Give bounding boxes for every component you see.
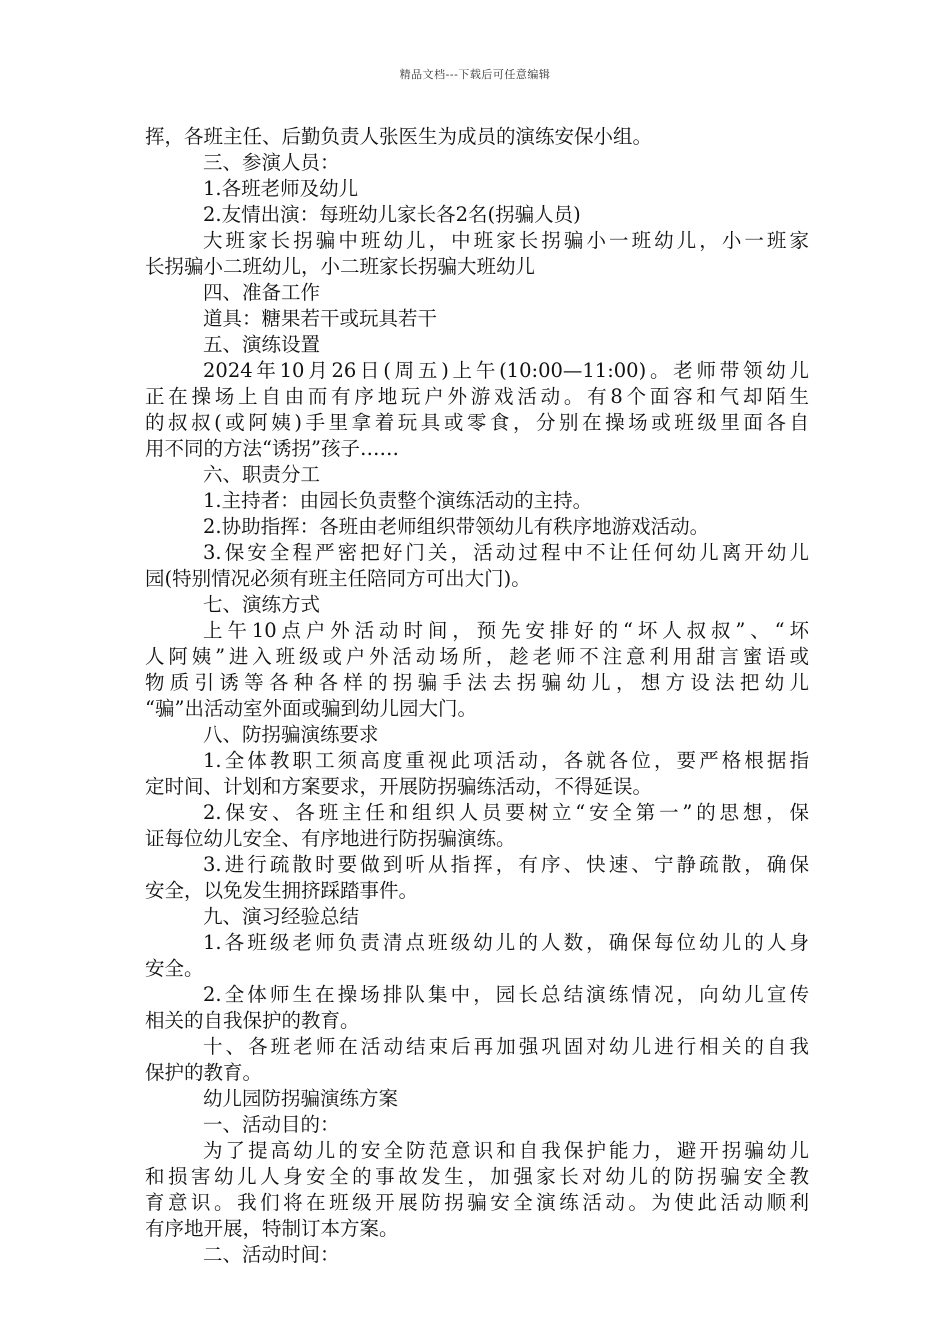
text-line: 3.进行疏散时要做到听从指挥，有序、快速、宁静疏散，确保 xyxy=(203,853,809,876)
text-line: 2.协助指挥：各班由老师组织带领幼儿有秩序地游戏活动。 xyxy=(203,515,710,538)
section-heading: 三、参演人员： xyxy=(203,151,340,174)
text-line: 安全，以免发生拥挤踩踏事件。 xyxy=(145,879,419,902)
text-line: 2024年10月26日(周五)上午(10:00—11:00)。老师带领幼儿 xyxy=(203,359,809,382)
text-line: 和损害幼儿人身安全的事故发生，加强家长对幼儿的防拐骗安全教 xyxy=(145,1165,809,1188)
text-line: 上午10点户外活动时间，预先安排好的“坏人叔叔”、“坏 xyxy=(203,619,809,642)
text-line: 2.保安、各班主任和组织人员要树立“安全第一”的思想，保 xyxy=(203,801,809,824)
section-heading: 七、演练方式 xyxy=(203,593,321,616)
text-line: 证每位幼儿安全、有序地进行防拐骗演练。 xyxy=(145,827,516,850)
text-line: 1.主持者：由园长负责整个演练活动的主持。 xyxy=(203,489,593,512)
section-heading: 一、活动目的： xyxy=(203,1113,340,1136)
text-line: 2.全体师生在操场排队集中，园长总结演练情况，向幼儿宣传 xyxy=(203,983,809,1006)
text-line: 用不同的方法“诱拐”孩子…… xyxy=(145,437,399,460)
text-line: 长拐骗小二班幼儿，小二班家长拐骗大班幼儿 xyxy=(145,255,536,278)
text-line: 大班家长拐骗中班幼儿，中班家长拐骗小一班幼儿，小一班家 xyxy=(203,229,809,252)
text-line: 保护的教育。 xyxy=(145,1061,263,1084)
text-line: 挥，各班主任、后勤负责人张医生为成员的演练安保小组。 xyxy=(145,125,653,148)
section-heading: 五、演练设置 xyxy=(203,333,321,356)
text-line: 物质引诱等各种各样的拐骗手法去拐骗幼儿，想方设法把幼儿 xyxy=(145,671,809,694)
text-line: 的叔叔(或阿姨)手里拿着玩具或零食，分别在操场或班级里面各自 xyxy=(145,411,809,434)
section-heading: 四、准备工作 xyxy=(203,281,321,304)
text-line: 安全。 xyxy=(145,957,204,980)
page-header: 精品文档---下载后可任意编辑 xyxy=(399,68,551,81)
document-title: 幼儿园防拐骗演练方案 xyxy=(203,1087,399,1110)
text-line: 3.保安全程严密把好门关，活动过程中不让任何幼儿离开幼儿 xyxy=(203,541,809,564)
text-line: “骗”出活动室外面或骗到幼儿园大门。 xyxy=(145,697,477,720)
text-line: 1.全体教职工须高度重视此项活动，各就各位，要严格根据指 xyxy=(203,749,809,772)
text-line: 1.各班级老师负责清点班级幼儿的人数，确保每位幼儿的人身 xyxy=(203,931,809,954)
text-line: 园(特别情况必须有班主任陪同方可出大门)。 xyxy=(145,567,531,590)
text-line: 相关的自我保护的教育。 xyxy=(145,1009,360,1032)
text-line: 2.友情出演：每班幼儿家长各2名(拐骗人员) xyxy=(203,203,581,226)
section-heading: 九、演习经验总结 xyxy=(203,905,360,928)
text-line: 育意识。我们将在班级开展防拐骗安全演练活动。为使此活动顺利 xyxy=(145,1191,809,1214)
section-heading: 二、活动时间： xyxy=(203,1243,340,1266)
document-body xyxy=(145,124,809,1268)
text-line: 为了提高幼儿的安全防范意识和自我保护能力，避开拐骗幼儿 xyxy=(203,1139,809,1162)
text-line: 十、各班老师在活动结束后再加强巩固对幼儿进行相关的自我 xyxy=(203,1035,809,1058)
text-line: 正在操场上自由而有序地玩户外游戏活动。有8个面容和气却陌生 xyxy=(145,385,809,408)
text-line: 1.各班老师及幼儿 xyxy=(203,177,359,200)
text-line: 有序地开展，特制订本方案。 xyxy=(145,1217,399,1240)
text-line: 道具：糖果若干或玩具若干 xyxy=(203,307,438,330)
text-line: 定时间、计划和方案要求，开展防拐骗练活动，不得延误。 xyxy=(145,775,653,798)
section-heading: 八、防拐骗演练要求 xyxy=(203,723,379,746)
text-line: 人阿姨”进入班级或户外活动场所，趁老师不注意利用甜言蜜语或 xyxy=(145,645,809,668)
section-heading: 六、职责分工 xyxy=(203,463,321,486)
